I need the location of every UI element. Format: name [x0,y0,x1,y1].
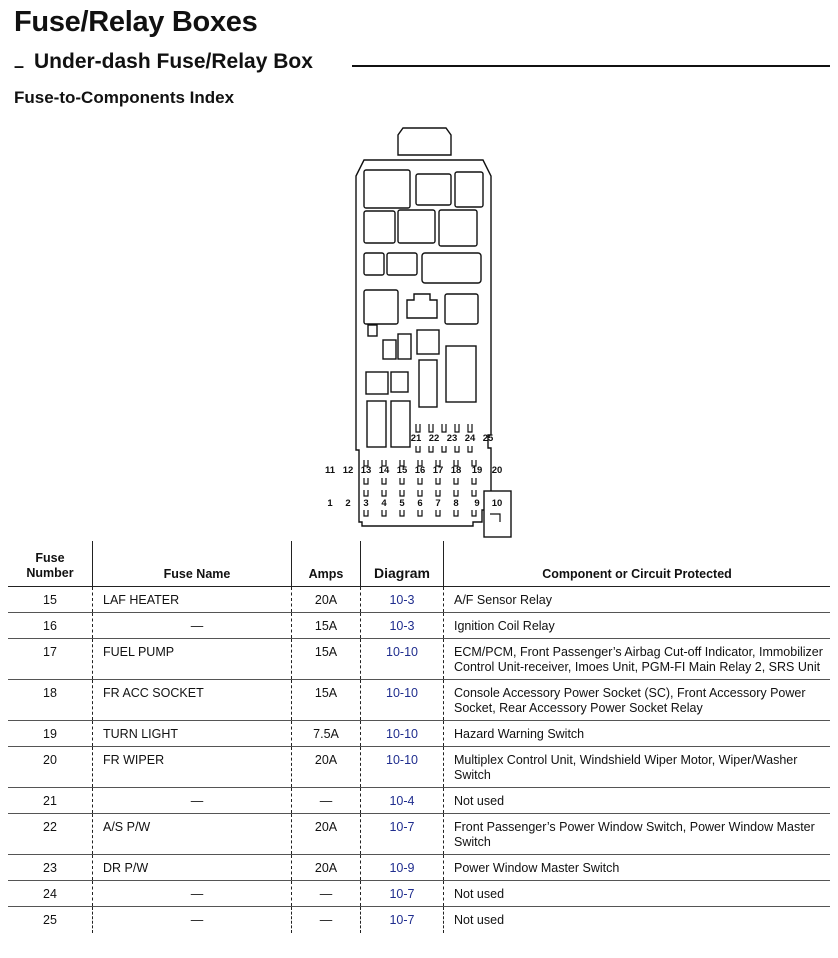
fuse-number: 19 [43,727,57,741]
component-protected [444,788,831,814]
component-line1: Front Passenger’s Power Window Switch, Power Window Master [454,820,815,834]
table-row [8,747,830,788]
component-protected [444,855,831,881]
relay-slot [416,174,451,205]
diagram-link[interactable]: 10-7 [361,907,444,933]
col-fuse-number-line1: Fuse [35,551,65,565]
fuse-label: 24 [464,433,476,444]
large-fuse-slot [446,346,476,402]
fuse-name: TURN LIGHT [93,721,292,747]
fuse-number: 18 [43,686,57,700]
component-line1: Power Window Master Switch [454,861,620,875]
fuse-label: 5 [399,498,405,509]
fuse-label: 8 [453,498,459,509]
maxi-fuse-slot [391,401,410,447]
table-row [8,881,830,907]
section-rule [352,65,830,67]
fuse-amps: 20A [292,855,361,881]
fuse-amps: — [292,881,361,907]
fuse-label: 12 [342,465,354,476]
component-line1: Ignition Coil Relay [454,619,555,633]
table-row [8,613,830,639]
table-row [8,680,830,721]
fuse-name: FR ACC SOCKET [93,680,292,721]
relay-slot [422,253,481,283]
fuse-number: 17 [43,645,57,659]
fuse-label: 10 [491,498,503,509]
fuse-number: 21 [43,794,57,808]
component-line1: ECM/PCM, Front Passenger’s Airbag Cut-off Indicator, Immobilizer [454,645,823,659]
fuse-label: 25 [482,433,494,444]
col-diagram: Diagram [361,541,444,587]
relay-slot [387,253,417,275]
component-protected [444,881,831,907]
fuse-amps: 20A [292,814,361,855]
fuse-label: 14 [378,465,390,476]
component-protected [444,587,831,613]
table-row [8,814,830,855]
fuse-label: 13 [360,465,372,476]
fuse-number: 20 [43,753,57,767]
fuse-amps: 15A [292,639,361,680]
fuse-label: 17 [432,465,444,476]
index-heading: Fuse-to-Components Index [14,88,235,107]
fuse-label: 11 [324,465,336,476]
fuse-label: 1 [327,498,333,509]
relay-slot [364,253,384,275]
section-subtitle: Under-dash Fuse/Relay Box [34,50,313,73]
table-row [8,855,830,881]
fuse-label: 9 [474,498,480,509]
table-row [8,587,830,613]
fuse-label: 2 [345,498,351,509]
relay-slot [445,294,478,324]
component-line1: Not used [454,913,505,927]
component-line1: A/F Sensor Relay [454,593,552,607]
component-line1: Hazard Warning Switch [454,727,585,741]
fuse-amps: 20A [292,587,361,613]
component-line1: Console Accessory Power Socket (SC), Front Accessory Power [454,686,806,700]
small-slot [368,325,377,336]
box-top-tab [398,128,451,155]
fuse-name: DR P/W [93,855,292,881]
fuse-number: 24 [43,887,57,901]
component-line2: Control Unit-receiver, Imoes Unit, PGM-FI Main Relay 2, SRS Unit [454,660,821,674]
fuse-label: 6 [417,498,423,509]
small-slot [391,372,408,392]
fuse-number: 15 [43,593,57,607]
fuse-amps: 7.5A [292,721,361,747]
small-slot [383,340,396,359]
table-row [8,788,830,814]
large-fuse-slot [419,360,437,407]
relay-slot [364,290,398,324]
table-row [8,639,830,680]
component-protected [444,747,831,788]
col-amps: Amps [292,541,361,587]
maxi-fuse-slot [367,401,386,447]
component-line1: Multiplex Control Unit, Windshield Wiper Motor, Wiper/Washer [454,753,798,767]
diagram-link[interactable]: 10-4 [361,788,444,814]
relay-slot [364,170,410,208]
fuse-name: — [93,881,292,907]
col-fuse-number-line2: Number [26,566,74,580]
fuse-amps: 15A [292,680,361,721]
table-row [8,907,830,933]
fuse-label: 22 [428,433,440,444]
fuse-label: 7 [435,498,441,509]
diagram-link[interactable]: 10-10 [361,639,444,680]
fuse-label: 3 [363,498,369,509]
small-slot [398,334,411,359]
component-protected [444,639,831,680]
fuse-number: 22 [43,820,57,834]
relay-slot [398,210,435,243]
diagram-link[interactable]: 10-10 [361,721,444,747]
fuse-amps: — [292,907,361,933]
fuse-table-body [8,587,830,933]
component-line2: Switch [454,768,491,782]
fuse-name: — [93,788,292,814]
table-row [8,721,830,747]
fuse-label: 21 [410,433,422,444]
section-header [14,50,830,78]
fuse-label: 19 [471,465,483,476]
component-protected [444,907,831,933]
diagram-link[interactable]: 10-7 [361,881,444,907]
relay-slot [439,210,477,246]
col-fuse-number [8,541,93,587]
fuse-index-table [8,541,830,933]
fuse-name: FR WIPER [93,747,292,788]
fuse-name: — [93,907,292,933]
fuse-amps: 20A [292,747,361,788]
col-fuse-name: Fuse Name [93,541,292,587]
relay-slot [455,172,483,207]
page-title: Fuse/Relay Boxes [14,6,258,38]
diagram-link[interactable]: 10-10 [361,747,444,788]
component-line2: Switch [454,835,491,849]
fuse-amps: — [292,788,361,814]
diagram-link[interactable]: 10-3 [361,587,444,613]
component-protected [444,680,831,721]
fuse-number: 23 [43,861,57,875]
component-line1: Not used [454,887,505,901]
diagram-link[interactable]: 10-10 [361,680,444,721]
small-slot [417,330,439,354]
fuse-label: 16 [414,465,426,476]
col-component: Component or Circuit Protected [444,541,831,587]
fuse-box-diagram [320,125,520,540]
component-protected [444,814,831,855]
subtitle-dash: – [14,56,25,76]
component-line2: Socket, Rear Accessory Power Socket Relay [454,701,703,715]
component-protected [444,613,831,639]
fuse-label: 4 [381,498,387,509]
diagram-link[interactable]: 10-3 [361,613,444,639]
diagram-link[interactable]: 10-9 [361,855,444,881]
fuse-amps: 15A [292,613,361,639]
fuse-number: 16 [43,619,57,633]
fuse-label: 18 [450,465,462,476]
relay-slot [364,211,395,243]
fuse-label: 20 [491,465,503,476]
component-line1: Not used [454,794,505,808]
diagram-link[interactable]: 10-7 [361,814,444,855]
fuse-name: A/S P/W [93,814,292,855]
fuse-label: 15 [396,465,408,476]
fuse-label: 23 [446,433,458,444]
fuse-name: — [93,613,292,639]
fuse-name: LAF HEATER [93,587,292,613]
fuse-number: 25 [43,913,57,927]
table-header-row [8,541,830,587]
small-slot [366,372,388,394]
component-protected [444,721,831,747]
fuse-name: FUEL PUMP [93,639,292,680]
